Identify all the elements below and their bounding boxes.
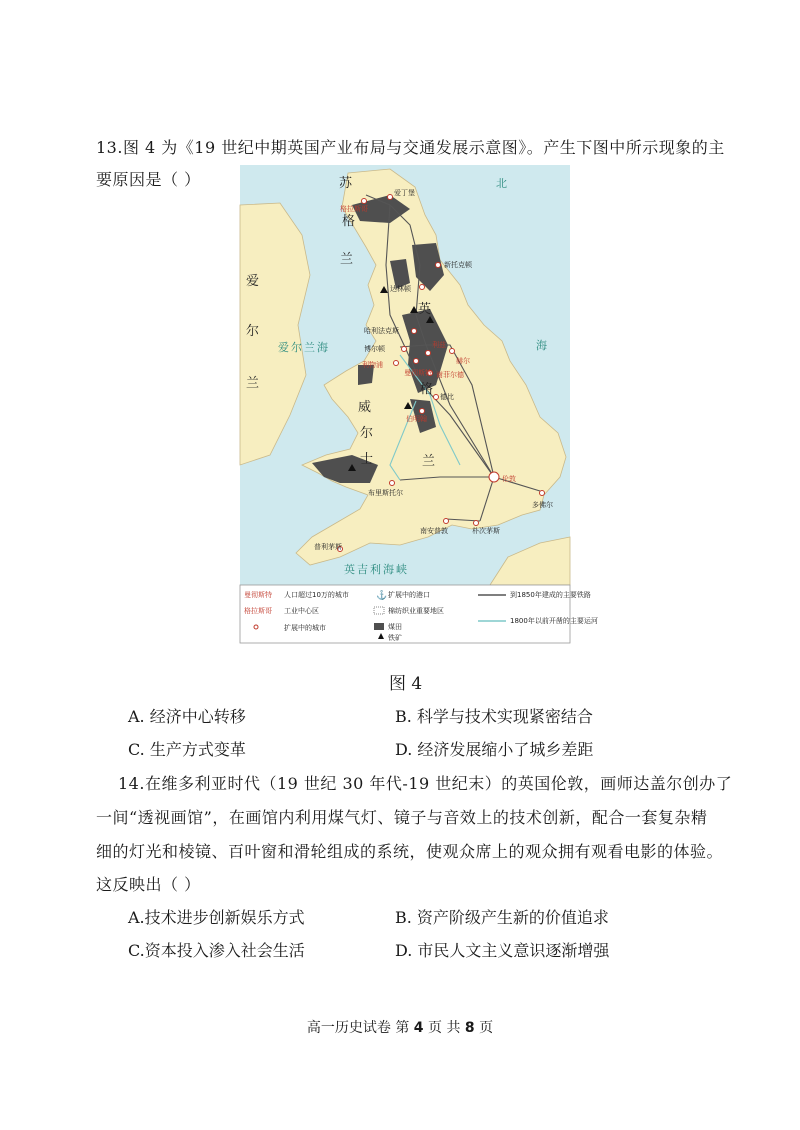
marker-glasgow xyxy=(362,199,367,204)
label-hull: 赫尔 xyxy=(456,357,470,365)
q14-option-d[interactable]: D. 市民人文主义意识逐渐增强 xyxy=(395,941,610,960)
label-halifax: 哈利法克斯 xyxy=(364,327,399,335)
marker-southampton xyxy=(444,519,449,524)
label-newcastle: 新托克顿 xyxy=(444,261,472,269)
label-dover: 多佛尔 xyxy=(532,501,553,509)
label-ireland-1: 爱 xyxy=(246,274,260,289)
label-birmingham: 伯明翰 xyxy=(406,415,427,423)
footer-total-pages: 8 xyxy=(464,1020,475,1036)
label-scotland-2: 格 xyxy=(342,214,356,229)
label-ireland-3: 兰 xyxy=(246,376,260,391)
map-svg xyxy=(240,165,598,643)
legend-canal: 1800年以前开凿的主要运河 xyxy=(510,617,598,625)
legend-sample-industrial: 格拉斯哥 xyxy=(244,607,272,615)
marker-leeds xyxy=(426,351,431,356)
label-liverpool: 利物浦 xyxy=(362,361,383,369)
footer-text-b: 页 共 xyxy=(423,1020,465,1036)
marker-halifax xyxy=(412,329,417,334)
legend-textile-swatch xyxy=(374,607,384,614)
marker-bolton xyxy=(402,347,407,352)
label-north-sea: 北 xyxy=(496,177,509,190)
label-bolton: 博尔顿 xyxy=(364,345,385,353)
marker-london xyxy=(489,472,499,482)
label-sheffield: 谢菲尔德 xyxy=(436,371,464,379)
label-scotland-1: 苏 xyxy=(339,176,353,191)
legend-coalfield: 煤田 xyxy=(388,623,402,631)
q13-option-c[interactable]: C. 生产方式变革 xyxy=(128,740,246,759)
label-portsmouth: 朴次茅斯 xyxy=(472,527,500,535)
legend-anchor-icon: ⚓ xyxy=(376,591,388,601)
legend-textile: 棉纺织业重要地区 xyxy=(388,607,444,615)
q14-stem-line4: 这反映出（ ） xyxy=(96,875,201,894)
q14-stem-line2: 一间“透视画馆”，在画馆内利用煤气灯、镜子与音效上的技术创新，配合一套复杂精 xyxy=(96,808,708,827)
marker-portsmouth xyxy=(474,521,479,526)
marker-derby xyxy=(434,395,439,400)
marker-birmingham xyxy=(420,409,425,414)
label-darlington: 达林顿 xyxy=(390,285,411,293)
label-wales-2: 尔 xyxy=(360,426,374,441)
label-england-2: 格 xyxy=(420,382,434,397)
label-north-sea-hai: 海 xyxy=(536,339,549,352)
marker-edinburgh xyxy=(388,195,393,200)
legend-sample-big-city: 曼彻斯特 xyxy=(244,591,272,599)
marker-darlington xyxy=(420,285,425,290)
marker-liverpool xyxy=(394,361,399,366)
legend-expanding-city-dot xyxy=(254,625,258,629)
marker-bristol xyxy=(390,481,395,486)
label-bristol: 布里斯托尔 xyxy=(368,489,403,497)
label-ireland-2: 尔 xyxy=(246,324,260,339)
marker-dover xyxy=(540,491,545,496)
q13-option-d[interactable]: D. 经济发展缩小了城乡差距 xyxy=(395,740,594,759)
marker-newcastle xyxy=(436,263,441,268)
label-wales-lan: 兰 xyxy=(422,454,436,469)
label-channel: 英吉利海峡 xyxy=(344,563,409,576)
label-plymouth: 普利茅斯 xyxy=(314,543,342,551)
label-wales-1: 威 xyxy=(358,400,372,415)
label-scotland-3: 兰 xyxy=(340,252,354,267)
legend-expanding-port: 扩展中的港口 xyxy=(388,591,430,599)
q13-option-a[interactable]: A. 经济中心转移 xyxy=(128,707,246,726)
marker-hull xyxy=(450,349,455,354)
label-manchester: 曼彻斯特 xyxy=(404,369,432,377)
legend-industrial: 工业中心区 xyxy=(284,607,319,615)
q13-stem-line1: 13.图 4 为《19 世纪中期英国产业布局与交通发展示意图》。产生下图中所示现象的主 xyxy=(96,138,725,157)
page-footer xyxy=(0,1017,800,1037)
label-southampton: 南安普敦 xyxy=(420,527,448,535)
label-glasgow: 格拉斯哥 xyxy=(340,205,368,213)
legend-coal-swatch xyxy=(374,623,384,630)
label-england-1: 英 xyxy=(418,302,432,317)
label-leeds: 利兹 xyxy=(432,341,446,349)
map-legend xyxy=(240,585,598,643)
figure-caption: 图 4 xyxy=(389,674,423,694)
q13-stem-line2: 要原因是（ ） xyxy=(96,170,201,189)
q14-option-a[interactable]: A.技术进步创新娱乐方式 xyxy=(128,908,305,927)
label-edinburgh: 爱丁堡 xyxy=(394,189,415,197)
britain-industry-map xyxy=(240,165,598,643)
label-london: 伦敦 xyxy=(502,475,516,483)
legend-big-city: 人口超过10万的城市 xyxy=(284,591,349,599)
marker-manchester xyxy=(414,359,419,364)
footer-text-a: 高一历史试卷 第 xyxy=(306,1020,414,1036)
label-irish-sea: 爱尔兰海 xyxy=(278,341,330,354)
q14-stem-line1: 14.在维多利亚时代（19 世纪 30 年代-19 世纪末）的英国伦敦，画师达盖尔创办了 xyxy=(118,774,733,793)
footer-text-c: 页 xyxy=(474,1020,494,1036)
legend-railway: 到1850年建成的主要铁路 xyxy=(510,591,591,599)
legend-expanding-city: 扩展中的城市 xyxy=(284,624,326,632)
q14-option-c[interactable]: C.资本投入渗入社会生活 xyxy=(128,941,305,960)
q14-stem-line3: 细的灯光和棱镜、百叶窗和滑轮组成的系统，使观众席上的观众拥有观看电影的体验。 xyxy=(96,842,724,861)
label-wales-3: 士 xyxy=(360,452,374,467)
q14-option-b[interactable]: B. 资产阶级产生新的价值追求 xyxy=(395,908,609,927)
label-derby: 德比 xyxy=(440,393,454,401)
legend-iron: 铁矿 xyxy=(388,634,402,642)
q13-option-b[interactable]: B. 科学与技术实现紧密结合 xyxy=(395,707,593,726)
footer-page-number: 4 xyxy=(413,1020,424,1036)
